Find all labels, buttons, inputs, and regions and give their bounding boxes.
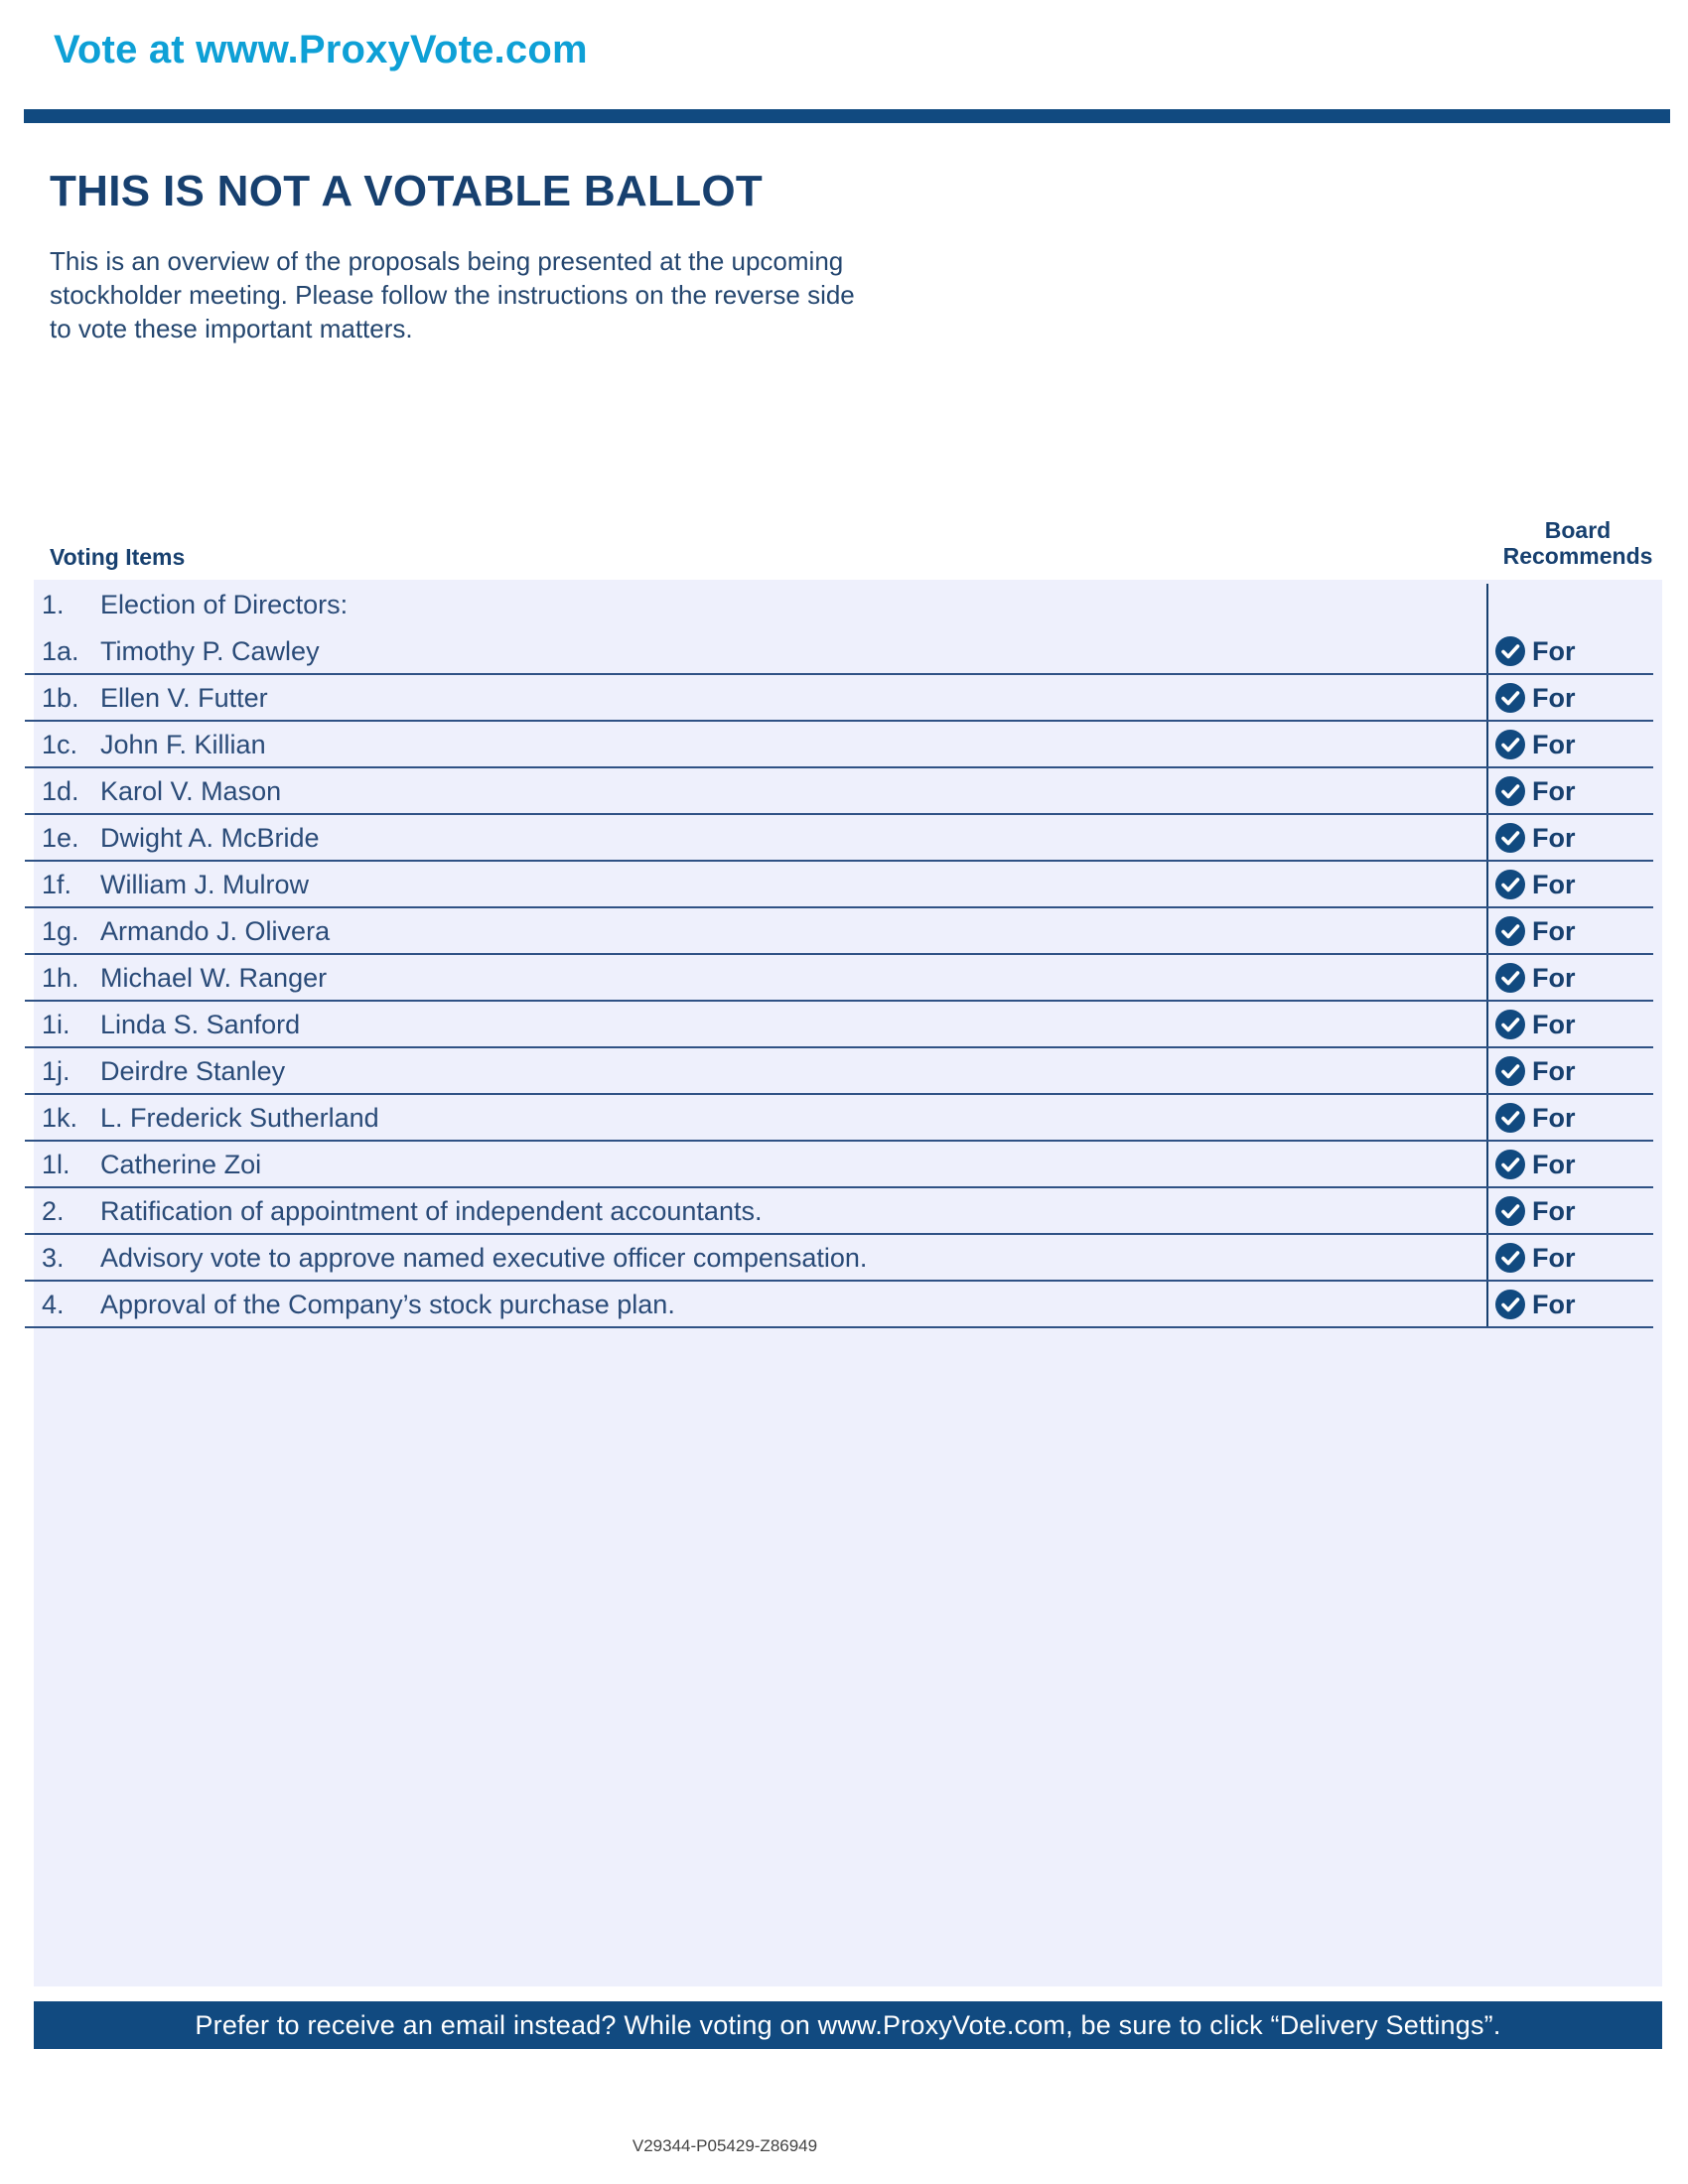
check-circle-icon	[1494, 1055, 1526, 1087]
voting-items-table	[25, 582, 1653, 1328]
table-row	[25, 722, 1653, 768]
board-recommendation	[1494, 961, 1576, 995]
item-number: 3.	[42, 1243, 65, 1273]
table-row	[25, 815, 1653, 862]
recommendation-label: For	[1532, 1009, 1576, 1039]
check-circle-icon	[1494, 822, 1526, 854]
intro-text: This is an overview of the proposals being presented at the upcoming stockholder meeting. Please follow the instructions on the reverse side to vote these important matters.	[50, 246, 855, 343]
board-recommendation	[1494, 1054, 1576, 1088]
board-recommendation	[1494, 1194, 1576, 1228]
item-label: John F. Killian	[100, 730, 266, 759]
recommendation-label: For	[1532, 1289, 1576, 1319]
board-recommendation	[1494, 1241, 1576, 1275]
check-circle-icon	[1494, 869, 1526, 900]
recommendation-label: For	[1532, 1242, 1576, 1273]
item-number: 4.	[42, 1290, 65, 1319]
item-label: Timothy P. Cawley	[100, 636, 320, 666]
board-recommendation	[1494, 868, 1576, 901]
check-circle-icon	[1494, 962, 1526, 994]
table-row	[25, 1188, 1653, 1235]
table-row	[25, 955, 1653, 1002]
table-row	[25, 768, 1653, 815]
item-number: 1g.	[42, 916, 79, 946]
board-recommendation	[1494, 1288, 1576, 1321]
board-recommendation	[1494, 634, 1576, 668]
recommendation-label: For	[1532, 869, 1576, 899]
recommendation-label: For	[1532, 682, 1576, 713]
recommendation-label: For	[1532, 915, 1576, 946]
item-number: 1j.	[42, 1056, 70, 1086]
table-row	[25, 675, 1653, 722]
check-circle-icon	[1494, 1149, 1526, 1180]
board-header-line1: Board	[1544, 517, 1612, 543]
check-circle-icon	[1494, 1242, 1526, 1274]
board-recommendation	[1494, 914, 1576, 948]
board-recommendation	[1494, 1148, 1576, 1181]
delivery-settings-text: Prefer to receive an email instead? While voting on www.ProxyVote.com, be sure to click “Delivery Settings”.	[195, 2009, 1501, 2040]
item-number: 1e.	[42, 823, 79, 853]
item-label: Karol V. Mason	[100, 776, 282, 806]
board-recommendation	[1494, 821, 1576, 855]
check-circle-icon	[1494, 775, 1526, 807]
board-recommendation	[1494, 681, 1576, 715]
board-header-line2: Recommends	[1502, 543, 1653, 569]
item-label: L. Frederick Sutherland	[100, 1103, 379, 1133]
table-row	[25, 1002, 1653, 1048]
check-circle-icon	[1494, 729, 1526, 760]
recommendation-label: For	[1532, 822, 1576, 853]
item-number: 1h.	[42, 963, 79, 993]
item-label: Approval of the Company’s stock purchase plan.	[100, 1290, 675, 1319]
item-label: Dwight A. McBride	[100, 823, 320, 853]
recommendation-label: For	[1532, 1102, 1576, 1133]
check-circle-icon	[1494, 915, 1526, 947]
item-label: Deirdre Stanley	[100, 1056, 286, 1086]
proxyvote-link[interactable]: Vote at www.ProxyVote.com	[54, 28, 588, 71]
check-circle-icon	[1494, 635, 1526, 667]
table-row	[25, 1282, 1653, 1328]
table-row	[25, 908, 1653, 955]
recommendation-label: For	[1532, 1055, 1576, 1086]
board-recommendation	[1494, 1008, 1576, 1041]
check-circle-icon	[1494, 1195, 1526, 1227]
item-label: Election of Directors:	[100, 590, 349, 619]
item-number: 1b.	[42, 683, 79, 713]
item-number: 1k.	[42, 1103, 78, 1133]
item-number: 1.	[42, 590, 65, 619]
item-number: 1l.	[42, 1150, 70, 1179]
item-number: 1i.	[42, 1010, 70, 1039]
delivery-settings-banner	[34, 2001, 1662, 2049]
recommendation-label: For	[1532, 1149, 1576, 1179]
recommendation-label: For	[1532, 775, 1576, 806]
board-recommendation	[1494, 774, 1576, 808]
check-circle-icon	[1494, 682, 1526, 714]
item-label: Michael W. Ranger	[100, 963, 328, 993]
check-circle-icon	[1494, 1289, 1526, 1320]
item-label: Catherine Zoi	[100, 1150, 262, 1179]
board-recommendation	[1494, 1101, 1576, 1135]
board-recommendation	[1494, 728, 1576, 761]
table-row	[25, 1095, 1653, 1142]
item-number: 2.	[42, 1196, 65, 1226]
item-label: Ellen V. Futter	[100, 683, 268, 713]
item-number: 1a.	[42, 636, 79, 666]
item-number: 1f.	[42, 870, 72, 899]
item-label: Linda S. Sanford	[100, 1010, 301, 1039]
recommendation-label: For	[1532, 1195, 1576, 1226]
table-row	[25, 1235, 1653, 1282]
table-row	[25, 628, 1653, 675]
item-number: 1c.	[42, 730, 78, 759]
check-circle-icon	[1494, 1009, 1526, 1040]
board-recommends-header	[1489, 517, 1666, 569]
header-rule	[24, 109, 1670, 123]
table-row	[25, 1048, 1653, 1095]
recommendation-label: For	[1532, 962, 1576, 993]
item-label: Ratification of appointment of independent accountants.	[100, 1196, 763, 1226]
item-label: Advisory vote to approve named executive officer compensation.	[100, 1243, 868, 1273]
check-circle-icon	[1494, 1102, 1526, 1134]
table-row	[25, 582, 1653, 628]
item-label: Armando J. Olivera	[100, 916, 331, 946]
table-row	[25, 862, 1653, 908]
table-row	[25, 1142, 1653, 1188]
page-title: THIS IS NOT A VOTABLE BALLOT	[50, 167, 764, 215]
item-label: William J. Mulrow	[100, 870, 310, 899]
voting-items-header: Voting Items	[50, 544, 186, 570]
recommendation-label: For	[1532, 729, 1576, 759]
recommendation-label: For	[1532, 635, 1576, 666]
control-code: V29344-P05429-Z86949	[632, 2136, 818, 2155]
item-number: 1d.	[42, 776, 79, 806]
